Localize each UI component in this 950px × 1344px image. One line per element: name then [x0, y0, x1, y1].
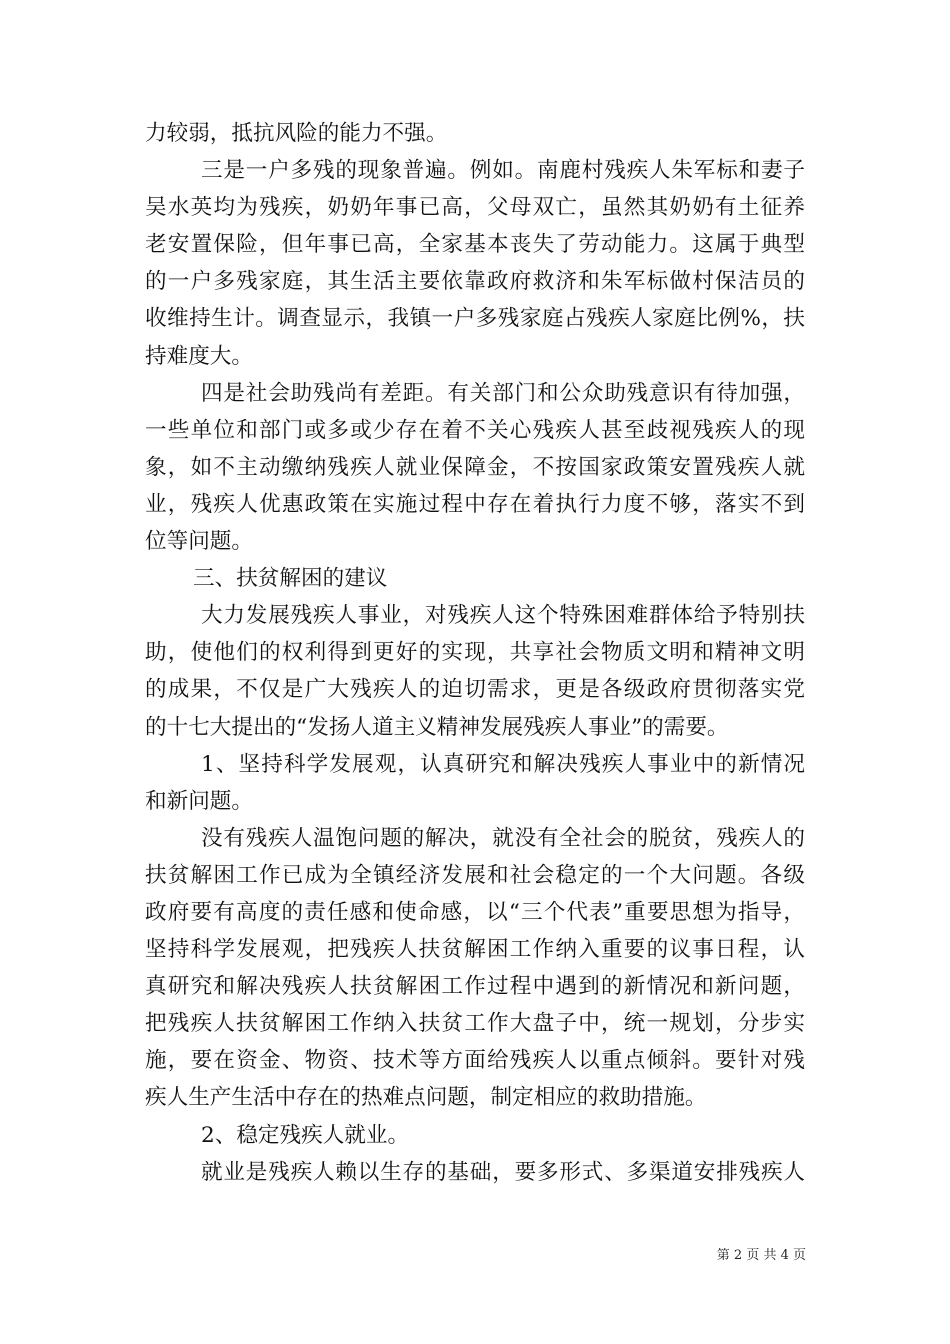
text-line: 象，如不主动缴纳残疾人就业保障金，不按国家政策安置残疾人就: [145, 454, 805, 480]
text-line: 助，使他们的权利得到更好的实现，共享社会物质文明和精神文明: [145, 640, 805, 666]
text-line: 位等问题。: [145, 529, 253, 555]
text-line: 的一户多残家庭，其生活主要依靠政府救济和朱军标做村保洁员的: [145, 269, 805, 295]
text-line: 施，要在资金、物资、技术等方面给残疾人以重点倾斜。要针对残: [145, 1048, 805, 1074]
text-line: 收维持生计。调查显示，我镇一户多残家庭占残疾人家庭比例%，扶: [145, 306, 805, 332]
paragraph-start: 三是一户多残的现象普遍。例如。南鹿村残疾人朱军标和妻子: [201, 158, 805, 184]
paragraph-start: 大力发展残疾人事业，对残疾人这个特殊困难群体给予特别扶: [201, 603, 805, 629]
paragraph-start: 四是社会助残尚有差距。有关部门和公众助残意识有待加强，: [201, 380, 805, 406]
page-number-footer: 第 2 页 共 4 页: [716, 1248, 806, 1263]
text-line: 持难度大。: [145, 343, 253, 369]
subheading: 2、稳定残疾人就业。: [201, 1122, 410, 1148]
text-line: 和新问题。: [145, 788, 253, 814]
text-line: 的成果，不仅是广大残疾人的迫切需求，更是各级政府贯彻落实党: [145, 677, 805, 703]
text-line: 的十七大提出的“发扬人道主义精神发展残疾人事业”的需要。: [145, 714, 729, 740]
text-line: 吴水英均为残疾，奶奶年事已高，父母双亡，虽然其奶奶有土征养: [145, 195, 805, 221]
text-line: 扶贫解困工作已成为全镇经济发展和社会稳定的一个大问题。各级: [145, 862, 805, 888]
document-body: [145, 115, 805, 1191]
section-heading: 三、扶贫解困的建议: [193, 566, 388, 592]
text-line: 坚持科学发展观，把残疾人扶贫解困工作纳入重要的议事日程，认: [145, 937, 805, 963]
text-line: 政府要有高度的责任感和使命感，以“三个代表”重要思想为指导，: [145, 899, 805, 925]
text-line: 老安置保险，但年事已高，全家基本丧失了劳动能力。这属于典型: [145, 232, 805, 258]
text-line: 一些单位和部门或多或少存在着不关心残疾人甚至歧视残疾人的现: [145, 417, 805, 443]
text-line: 真研究和解决残疾人扶贫解困工作过程中遇到的新情况和新问题，: [145, 974, 805, 1000]
text-line: 力较弱，抵抗风险的能力不强。: [145, 121, 448, 146]
text-line: 把残疾人扶贫解困工作纳入扶贫工作大盘子中，统一规划，分步实: [145, 1011, 805, 1037]
subheading: 1、坚持科学发展观，认真研究和解决残疾人事业中的新情况: [201, 751, 805, 777]
paragraph-start: 就业是残疾人赖以生存的基础，要多形式、多渠道安排残疾人: [201, 1159, 805, 1185]
text-line: 业，残疾人优惠政策在实施过程中存在着执行力度不够，落实不到: [145, 491, 805, 517]
paragraph-start: 没有残疾人温饱问题的解决，就没有全社会的脱贫，残疾人的: [201, 825, 805, 851]
text-line: 疾人生产生活中存在的热难点问题，制定相应的救助措施。: [145, 1085, 707, 1111]
